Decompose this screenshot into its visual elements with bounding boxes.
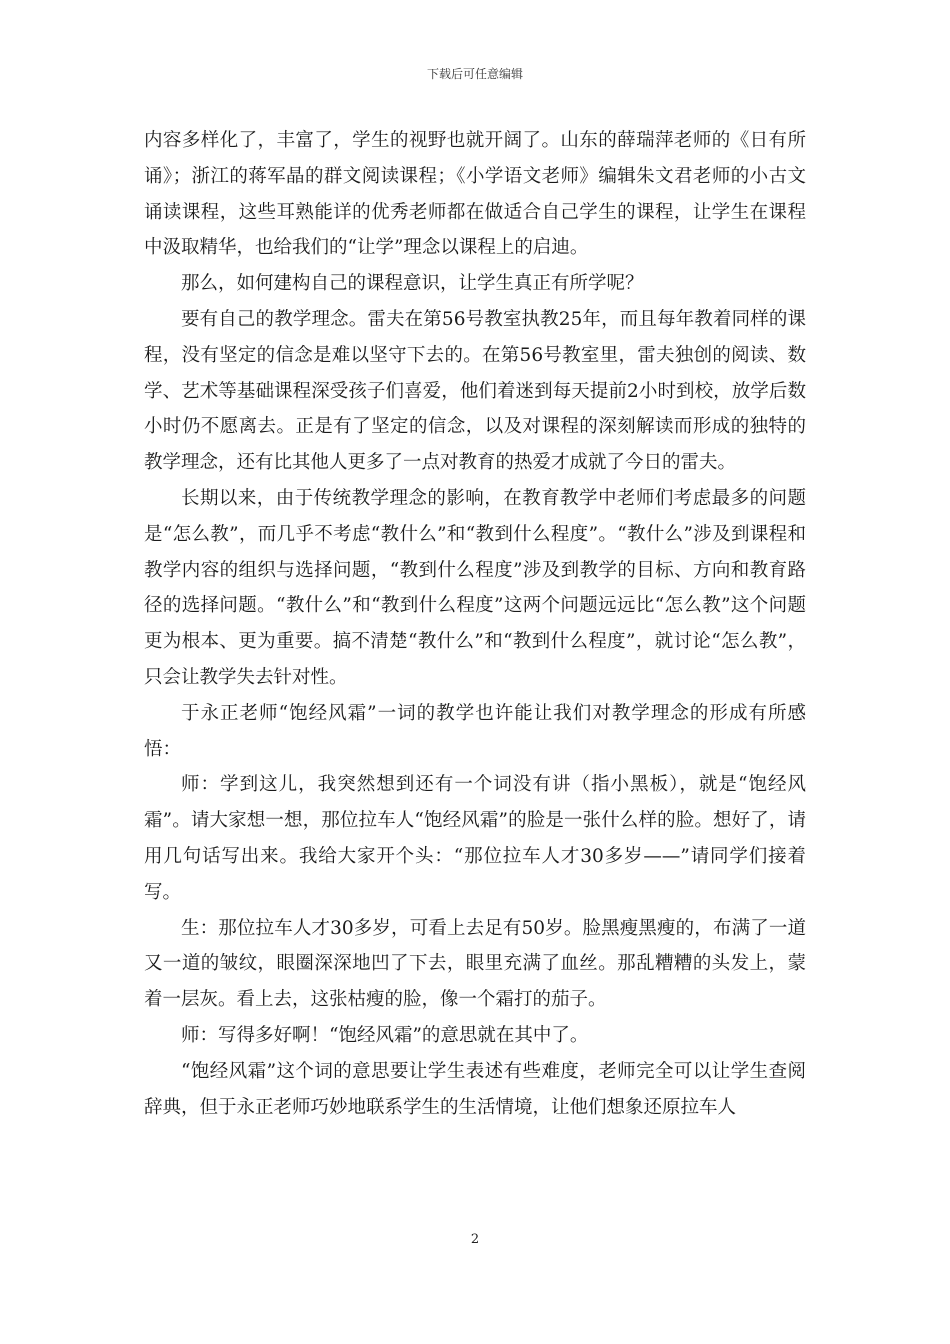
page-header: 下载后可任意编辑 [426, 67, 523, 81]
paragraph-teacher-dialogue: 师：学到这儿，我突然想到还有一个词没有讲（指小黑板），就是“饱经风霜”。请大家想一想，那位拉车人“饱经风霜”的脸是一张什么样的脸。想好了，请用几句话写出来。我给大家开个头：“那位拉车人才30多岁——”请同学们接着写。 [144, 774, 806, 903]
paragraph: 要有自己的教学理念。雷夫在第56号教室执教25年，而且每年教着同样的课程，没有坚定的信念是难以坚守下去的。在第56号教室里，雷夫独创的阅读、数学、艺术等基础课程深受孩子们喜爱，他们着迷到每天提前2小时到校，放学后数小时仍不愿离去。正是有了坚定的信念，以及对课程的深刻解读而形成的独特的教学理念，还有比其他人更多了一点对教育的热爱才成就了今日的雷夫。 [144, 308, 806, 474]
paragraph: 那么，如何建构自己的课程意识，让学生真正有所学呢？ [181, 273, 644, 295]
page-number: 2 [470, 1232, 480, 1247]
paragraph: 于永正老师“饱经风霜”一词的教学也许能让我们对教学理念的形成有所感悟： [144, 702, 806, 760]
paragraph: “饱经风霜”这个词的意思要让学生表述有些难度，老师完全可以让学生查阅辞典，但于永正老师巧妙地联系学生的生活情境，让他们想象还原拉车人 [144, 1060, 806, 1118]
paragraph: 长期以来，由于传统教学理念的影响，在教育教学中老师们考虑最多的问题是“怎么教”，而几乎不考虑“教什么”和“教到什么程度”。“教什么”涉及到课程和教学内容的组织与选择问题，“教到什么程度”涉及到教学的目标、方向和教育路径的选择问题。“教什么”和“教到什么程度”这两个问题远远比“怎么教”这个问题更为根本、更为重要。搞不清楚“教什么”和“教到什么程度”，就讨论“怎么教”，只会让教学失去针对性。 [144, 487, 806, 688]
paragraph-student-dialogue: 生：那位拉车人才30多岁，可看上去足有50岁。脸黑瘦黑瘦的，布满了一道又一道的皱纹，眼圈深深地凹了下去，眼里充满了血丝。那乱糟糟的头发上，蒙着一层灰。看上去，这张枯瘦的脸，像一个霜打的茄子。 [144, 917, 806, 1011]
paragraph-continued: 内容多样化了，丰富了，学生的视野也就开阔了。山东的薛瑞萍老师的《日有所诵》；浙江的蒋军晶的群文阅读课程；《小学语文老师》编辑朱文君老师的小古文诵读课程，这些耳熟能详的优秀老师都在做适合自己学生的课程，让学生在课程中汲取精华，也给我们的“让学”理念以课程上的启迪。 [144, 130, 806, 259]
paragraph-teacher-dialogue: 师：写得多好啊！“饱经风霜”的意思就在其中了。 [181, 1024, 589, 1046]
document-body [144, 123, 806, 1125]
